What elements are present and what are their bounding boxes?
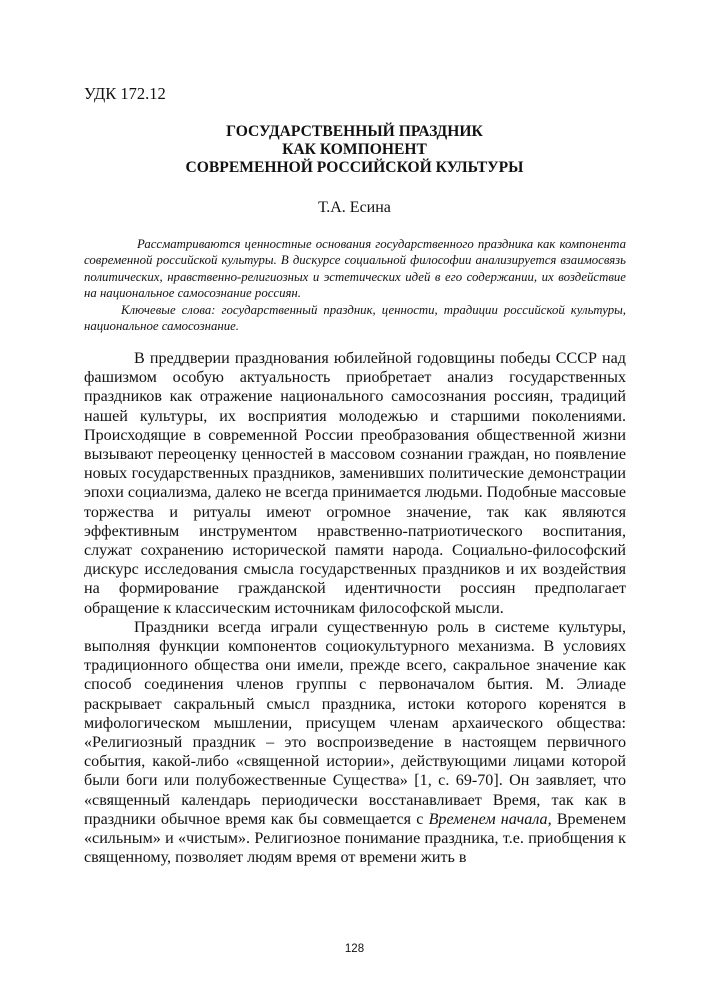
keywords: Ключевые слова: государственный праздник, ценности, традиции российской культуры, национальное самосознание.: [84, 302, 626, 334]
article-title: [84, 123, 625, 177]
udc-code: УДК 172.12: [84, 84, 166, 103]
title-line-3: СОВРЕМЕННОЙ РОССИЙСКОЙ КУЛЬТУРЫ: [185, 159, 524, 176]
title-line-2: КАК КОМПОНЕНТ: [282, 141, 427, 158]
article-body: [84, 349, 626, 867]
paragraph-1: В преддверии празднования юбилейной годовщины победы СССР над фашизмом особую актуальность приобретает анализ государственных праздников как отражение национального самосознания россиян, традиций нашей культуры, их восприятия молодежью и старшими поколениями. Происходящие в современной России преобразования общественной жизни вызывают переоценку ценностей в массовом сознании граждан, но появление новых государственных праздников, заменивших политические демонстрации эпохи социализма, далеко не всегда принимается людьми. Подобные массовые торжества и ритуалы имеют огромное значение, так как являются эффективным инструментом нравственно-патриотического воспитания, служат сохранению исторической памяти народа. Социально-философский дискурс исследования смысла государственных праздников и их воздействия на формирование гражданской идентичности россиян предполагает обращение к классическим источникам философской мысли.: [84, 350, 626, 617]
paragraph-2: [84, 618, 626, 868]
abstract-text: Рассматриваются ценностные основания государственного праздника как компонента современной российской культуры. В дискурсе социальной философии анализируется взаимосвязь политических, нравственно-религиозных и эстетических идей в его содержании, их воздействие на национальное самосознание россиян.: [84, 237, 626, 301]
author-name: Т.А. Есина: [318, 199, 391, 216]
title-line-1: ГОСУДАРСТВЕННЫЙ ПРАЗДНИК: [226, 123, 483, 140]
page-number: 128: [344, 943, 365, 955]
paragraph-2-italic: Временем начала,: [428, 810, 552, 828]
paragraph-2-part-2: Временем «сильным» и «чистым». Религиозное понимание праздника, т.е. приобщения к священному, позволяет людям время от времени жить в: [84, 810, 627, 867]
paragraph-2-part-1: Праздники всегда играли существенную роль в системе культуры, выполняя функции компонентов социокультурного механизма. В условиях традиционного общества они имели, прежде всего, сакральное значение как способ соединения членов группы с первоначалом бытия. М. Элиаде раскрывает сакральный смысл праздника, истоки которого коренятся в мифологическом мышлении, присущем членам архаического общества: «Религиозный праздник – это воспроизведение в настоящем первичного события, какой-либо «священной истории», действующими лицами которой были боги или полубожественные Существа» [1, с. 69-70]. Он заявляет, что «священный календарь периодически восстанавливает Время, так как в праздники обычное время как бы совмещается с: [84, 618, 626, 828]
abstract: [84, 236, 626, 334]
